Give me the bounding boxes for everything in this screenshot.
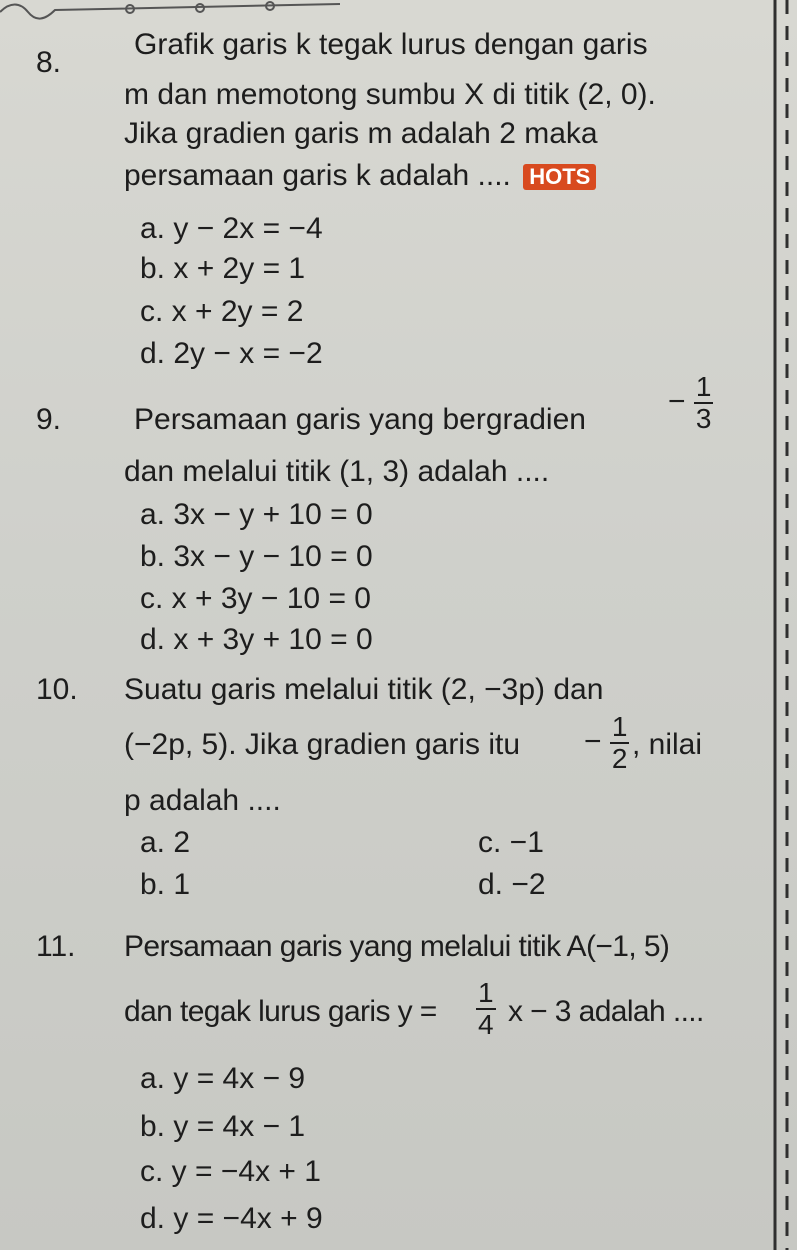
question-text-line: p adalah .... — [124, 784, 281, 817]
question-text-line: dan tegak lurus garis y = — [124, 995, 437, 1028]
hots-badge: HOTS — [523, 164, 596, 190]
option-d[interactable]: d. 2y − x = −2 — [140, 337, 323, 370]
fraction-denominator: 4 — [478, 1009, 494, 1041]
fraction-denominator: 3 — [695, 403, 712, 435]
option-b[interactable]: b. 1 — [140, 868, 191, 901]
option-c[interactable]: c. x + 2y = 2 — [140, 295, 304, 328]
option-b[interactable]: b. 3x − y − 10 = 0 — [140, 540, 373, 573]
minus-sign: − — [584, 725, 602, 758]
question-text-line: dan melalui titik (1, 3) adalah .... — [124, 455, 550, 488]
option-c[interactable]: c. x + 3y − 10 = 0 — [140, 582, 371, 615]
question-text-line: Jika gradien garis m adalah 2 maka — [124, 117, 598, 150]
fraction-expression — [476, 978, 496, 1040]
fraction-denominator: 2 — [611, 743, 628, 775]
question-text: persamaan garis k adalah .... — [124, 159, 511, 192]
fraction-expression — [584, 712, 629, 774]
option-a[interactable]: a. y − 2x = −4 — [140, 212, 323, 245]
question-number: 8. — [36, 46, 62, 79]
question-text-line: m dan memotong sumbu X di titik (2, 0). — [124, 78, 656, 111]
question-text-line: Grafik garis k tegak lurus dengan garis — [134, 28, 648, 61]
question-text-line: Suatu garis melalui titik (2, −3p) dan — [124, 673, 604, 706]
question-number: 11. — [36, 930, 76, 963]
option-d[interactable]: d. x + 3y + 10 = 0 — [140, 623, 373, 656]
fraction-expression — [668, 372, 713, 434]
option-b[interactable]: b. y = 4x − 1 — [140, 1110, 306, 1143]
option-c[interactable]: c. −1 — [478, 826, 544, 859]
binding-wire-decoration — [0, 0, 360, 20]
fraction — [610, 712, 630, 774]
option-b[interactable]: b. x + 2y = 1 — [140, 252, 306, 285]
fraction — [694, 372, 714, 434]
minus-sign: − — [668, 385, 686, 418]
fraction-numerator: 1 — [478, 977, 494, 1009]
option-a[interactable]: a. 2 — [140, 826, 191, 859]
decorative-border — [727, 0, 797, 1250]
option-d[interactable]: d. −2 — [478, 868, 546, 901]
option-a[interactable]: a. y = 4x − 9 — [140, 1062, 306, 1095]
fraction-numerator: 1 — [611, 711, 628, 743]
fraction-numerator: 1 — [695, 371, 712, 403]
option-c[interactable]: c. y = −4x + 1 — [140, 1155, 321, 1188]
option-a[interactable]: a. 3x − y + 10 = 0 — [140, 498, 373, 531]
question-number: 9. — [36, 403, 62, 436]
question-text-line: , nilai — [632, 728, 703, 761]
question-text-line: Persamaan garis yang bergradien — [134, 403, 586, 436]
option-d[interactable]: d. y = −4x + 9 — [140, 1202, 323, 1235]
question-text-line: x − 3 adalah .... — [508, 995, 704, 1028]
question-text-line: (−2p, 5). Jika gradien garis itu — [124, 728, 521, 761]
question-text-line — [124, 159, 596, 193]
fraction — [476, 978, 496, 1040]
question-number: 10. — [36, 673, 78, 706]
question-text-line: Persamaan garis yang melalui titik A(−1, 5) — [124, 930, 670, 963]
